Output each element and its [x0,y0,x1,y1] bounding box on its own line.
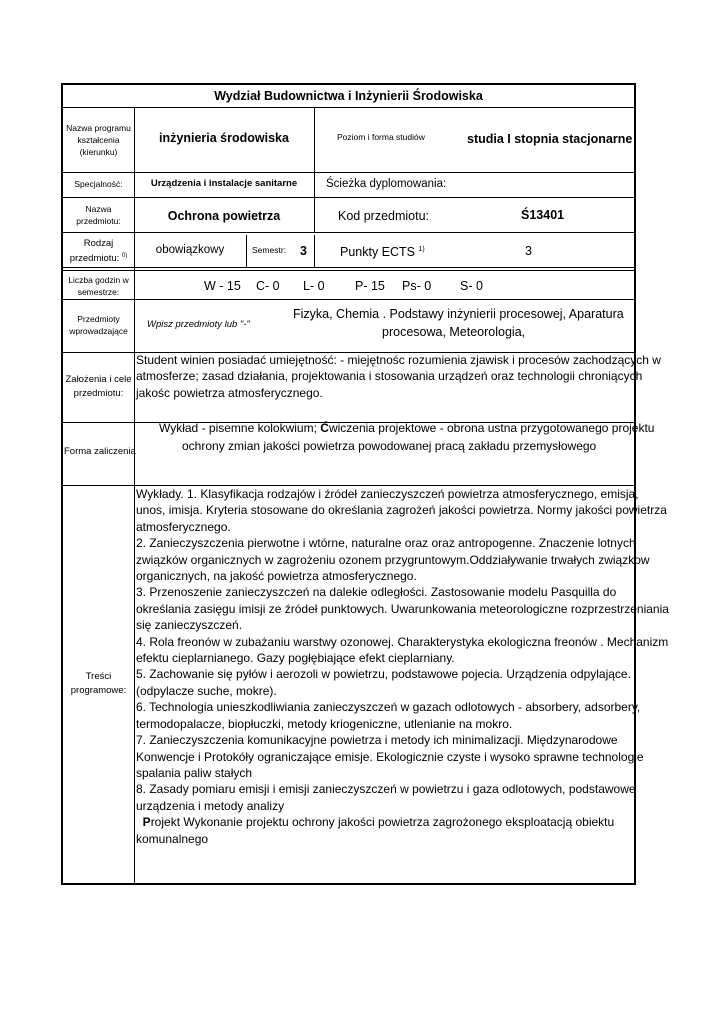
semester-label: Semestr: [252,245,287,255]
content-line: spalania paliw stałych [136,765,253,780]
content-line: Konwencje i Protokóły ograniczające emisje. Ekologicznie czyste i wysoko sprawne technologie [136,749,644,764]
subject-code-label: Kod przedmiotu: [338,209,430,223]
specialty-label: Specjalność: [74,179,123,189]
prerequisites-hint: Wpisz przedmioty lub "-" [147,319,250,330]
assessment-line2: ochrony zmian jakości powietrza powodowanej pracą zakładu przemysłowego [182,439,597,453]
study-level-label: Poziom i forma studiów [337,132,425,142]
content-line: 4. Rola freonów w zubażaniu warstwy ozonowej. Charakterystyka ekologiczna freonów . Mechanizm [136,634,669,649]
label-column-divider [134,107,135,883]
assessment-line1: Wykład - pisemne kolokwium; Ćwiczenia projektowe - obrona ustna przygotowanego projektu [159,421,655,435]
subject-type-value: obowiązkowy [155,244,225,256]
content-line: 7. Zanieczyszczenia komunikacyjne powietrza i metody ich minimalizacji. Międzynarodowe [136,733,618,748]
content-line: związków organicznych w zagrożeniu ozonem przygruntowym.Oddziaływanie trwałych związkow [136,552,650,567]
diploma-path-label: Ścieżka dyplomowania: [326,178,447,190]
prerequisites-value-line1: Fizyka, Chemia . Podstawy inżynierii procesowej, Aparatura [293,307,624,321]
content-line: unos, imisja. Kryteria stosowane do określania zagrożeń jakości powietrza. Normy jakości powietrza [136,503,667,518]
assessment-label: Forma zaliczenia [64,446,136,457]
row-divider [63,299,634,300]
semester-value: 3 [300,244,307,258]
hours-seminar: S- 0 [460,279,483,293]
program-value: inżynieria środowiska [159,131,289,145]
ects-value: 3 [525,244,532,258]
content-line: termodopalacze, biopłuczki, metody kriogeniczne, utlenianie na mokro. [136,716,513,731]
row-divider [63,270,634,271]
row-divider [63,232,634,233]
goals-line: jakośc powietrza atmosferycznego. [136,385,323,400]
row-divider [63,267,634,268]
subject-label: Nazwa przedmiotu: [76,204,121,226]
hours-lecture: W - 15 [204,279,241,293]
hours-proseminar: Ps- 0 [402,279,432,293]
content-line: Wykłady. 1. Klasyfikacja rodzajów i źródeł zanieczyszczeń powietrza atmosferycznego, emisja, [136,487,639,501]
column-divider [246,235,247,267]
goals-text [136,352,661,401]
hours-project: P- 15 [355,279,385,293]
content-line: organicznych, na jakość powietrza atmosferycznego. [136,569,417,584]
prerequisites-label: Przedmioty wprowadzające [69,314,128,336]
content-line: się zanieczyszczeń. [136,618,243,633]
column-divider [314,107,315,232]
content-line: 8. Zasady pomiaru emisji i emisji zanieczyszczeń w powietrzu i gaza odlotowych, podstawowe [136,782,636,797]
specialty-value: Urządzenia i instalacje sanitarne [150,178,298,189]
row-divider [63,172,634,173]
course-card [61,83,669,885]
row-divider [63,107,634,108]
content-project-line: Projekt Wykonanie projektu ochrony jakości powietrza zagrożonego eksploatacją obiektu [142,815,615,830]
prerequisites-value-line2: procesowa, Meteorologia, [382,325,526,339]
content-line: określania zasięgu imisji ze źródeł punktowych. Uwarunkowania meteorologiczne rozprzestrzeniania [136,601,669,616]
content-text [136,486,669,847]
content-line: urządzenia i metody analizy [136,798,285,813]
hours-exercises: C- 0 [256,279,280,293]
content-project-line2: komunalnego [136,831,209,846]
content-line: 3. Przenoszenie zanieczyszczeń na dalekie odległości. Zastosowanie modelu Pasquilla do [136,585,617,600]
goals-label: Założenia i cele przedmiotu: [65,374,132,399]
column-divider [314,235,315,267]
program-label: Nazwa programu kształcenia (kierunku) [66,123,131,157]
content-line: efektu cieplarnianego. Gazy pogłębiające efekt cieplarniany. [136,651,455,666]
content-line: 6. Technologia unieszkodliwiania zanieczyszczeń w gazach odlotowych - absorbery, adsorbery, [136,700,641,715]
subject-value: Ochrona powietrza [167,209,281,223]
content-line: (odpylacze suche, mokre). [136,683,277,698]
ects-label: Punkty ECTS $^{1)}$ [340,245,425,259]
goals-line: Student winien posiadać umiejętność: - miejętnośc rozumienia zjawisk i procesów zachodzących w [136,353,661,367]
hours-lab: L- 0 [303,279,325,293]
content-line: 5. Zachowanie się pyłów i aerozoli w powietrzu, podstawowe pojecia. Urządzenia odpylające. [136,667,631,682]
content-line: atmosferycznego. [136,519,231,534]
subject-code-value: Ś13401 [521,208,565,222]
hours-label: Liczba godzin w semestrze: [68,275,129,297]
goals-line: atmosferze; zasad działania, projektowania i stosowania urządzeń oraz technologii chroniących [136,369,643,384]
study-level-value: studia I stopnia stacjonarne [467,132,633,146]
faculty-title: Wydział Budownictwa i Inżynierii Środowiska [214,89,483,103]
subject-type-label: Rodzaj przedmiotu: $^{0)}$ [69,238,128,265]
row-divider [63,197,634,198]
content-line: 2. Zanieczyszczenia pierwotne i wtórne, naturalne oraz oraz antropogenne. Znaczenie lotnych [136,536,636,551]
content-label: Treści programowe: [70,671,127,696]
